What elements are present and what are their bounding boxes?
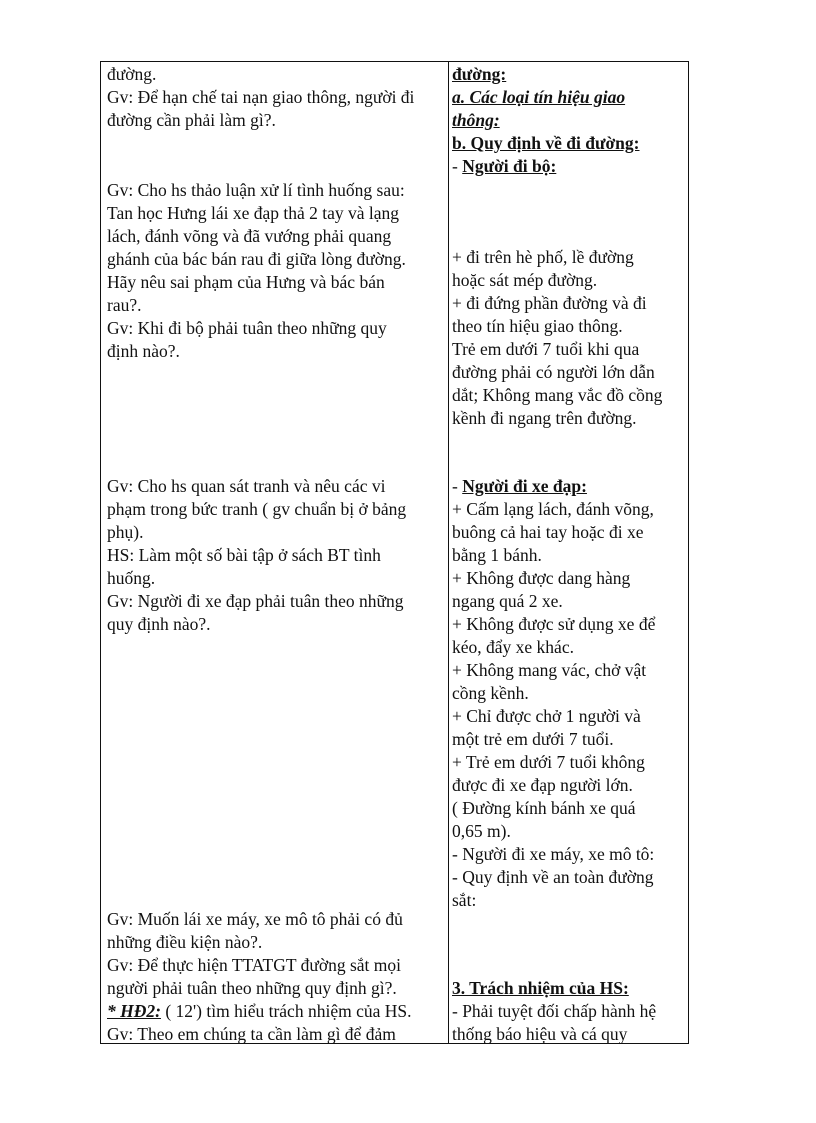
left-line: ghánh của bác bán rau đi giữa lòng đường. [107, 249, 406, 269]
left-line: Gv: Khi đi bộ phải tuân theo những quy [107, 318, 387, 338]
hd2-label: * HĐ2: [107, 1001, 161, 1021]
pedestrian-rule: theo tín hiệu giao thông. [452, 316, 623, 336]
cyclist-rule: kéo, đẩy xe khác. [452, 637, 574, 657]
content-column [449, 62, 689, 1043]
left-line: người phải tuân theo những quy định gì?. [107, 978, 397, 998]
cyclist-rule: sắt: [452, 890, 477, 910]
cyclist-rule: + Không được sử dụng xe để [452, 614, 656, 634]
hd2-text: ( 12') tìm hiểu trách nhiệm của HS. [160, 1001, 412, 1021]
left-line: đường. [107, 64, 157, 84]
dash: - [452, 156, 463, 176]
left-line: quy định nào?. [107, 614, 211, 634]
heading-signals: a. Các loại tín hiệu giao [452, 87, 626, 107]
left-line: phụ). [107, 522, 144, 542]
left-line: Gv: Người đi xe đạp phải tuân theo những [107, 591, 404, 611]
pedestrian-rule: Trẻ em dưới 7 tuổi khi qua [452, 339, 640, 359]
cyclist-rule: ( Đường kính bánh xe quá [452, 798, 636, 818]
heading-pedestrian: Người đi bộ: [462, 156, 557, 176]
heading-line: đường: [452, 64, 507, 84]
pedestrian-rule: + đi đứng phần đường và đi [452, 293, 647, 313]
hd2-line [107, 1000, 411, 1023]
cyclist-rule: + Trẻ em dưới 7 tuổi không [452, 752, 645, 772]
heading-cyclist: Người đi xe đạp: [462, 476, 587, 496]
left-line: những điều kiện nào?. [107, 932, 263, 952]
left-line: Gv: Theo em chúng ta cần làm gì để đảm [107, 1024, 396, 1044]
cyclist-rule: + Không được dang hàng [452, 568, 631, 588]
pedestrian-rule: kềnh đi ngang trên đường. [452, 408, 637, 428]
left-line: rau?. [107, 295, 142, 315]
cyclist-rule: một trẻ em dưới 7 tuổi. [452, 729, 614, 749]
left-line: HS: Làm một số bài tập ở sách BT tình [107, 545, 381, 565]
cyclist-rule: - Người đi xe máy, xe mô tô: [452, 844, 655, 864]
left-line: phạm trong bức tranh ( gv chuẩn bị ở bảng [107, 499, 407, 519]
heading-pedestrian-line [452, 155, 556, 178]
dash: - [452, 476, 463, 496]
left-line: Gv: Cho hs quan sát tranh và nêu các vi [107, 476, 386, 496]
heading-cyclist-line [452, 475, 587, 498]
cyclist-rule: + Không mang vác, chở vật [452, 660, 647, 680]
cyclist-rule: + Chỉ được chở 1 người và [452, 706, 641, 726]
cyclist-rule: 0,65 m). [452, 821, 511, 841]
pedestrian-rule: đường phải có người lớn dẫn [452, 362, 655, 382]
left-line: huống. [107, 568, 156, 588]
pedestrian-rule: hoặc sát mép đường. [452, 270, 598, 290]
left-line: Gv: Để thực hiện TTATGT đường sắt mọi [107, 955, 401, 975]
responsibility-line: - Phải tuyệt đối chấp hành hệ [452, 1001, 657, 1021]
left-line: định nào?. [107, 341, 180, 361]
heading-signals-cont: thông: [452, 110, 500, 130]
cyclist-rule: cồng kềnh. [452, 683, 529, 703]
cyclist-rule: bằng 1 bánh. [452, 545, 542, 565]
teacher-activity-column [101, 62, 448, 1043]
cyclist-rule: được đi xe đạp người lớn. [452, 775, 633, 795]
left-line: lách, đánh võng và đã vướng phải quang [107, 226, 392, 246]
heading-responsibility: 3. Trách nhiệm của HS: [452, 978, 629, 998]
left-line: Tan học Hưng lái xe đạp thả 2 tay và lạng [107, 203, 400, 223]
cyclist-rule: - Quy định về an toàn đường [452, 867, 654, 887]
lesson-table [100, 61, 689, 1044]
cyclist-rule: + Cấm lạng lách, đánh võng, [452, 499, 654, 519]
left-line: Gv: Muốn lái xe máy, xe mô tô phải có đủ [107, 909, 403, 929]
responsibility-line: thống báo hiệu và cá quy [452, 1024, 628, 1044]
pedestrian-rule: + đi trên hè phố, lề đường [452, 247, 634, 267]
pedestrian-rule: dắt; Không mang vắc đồ cồng [452, 385, 663, 405]
heading-rules: b. Quy định về đi đường: [452, 133, 640, 153]
left-line: đường cần phải làm gì?. [107, 110, 276, 130]
cyclist-rule: buông cả hai tay hoặc đi xe [452, 522, 644, 542]
left-line: Hãy nêu sai phạm của Hưng và bác bán [107, 272, 385, 292]
left-line: Gv: Để hạn chế tai nạn giao thông, người đi [107, 87, 415, 107]
left-line: Gv: Cho hs thảo luận xử lí tình huống sau: [107, 180, 405, 200]
cyclist-rule: ngang quá 2 xe. [452, 591, 563, 611]
